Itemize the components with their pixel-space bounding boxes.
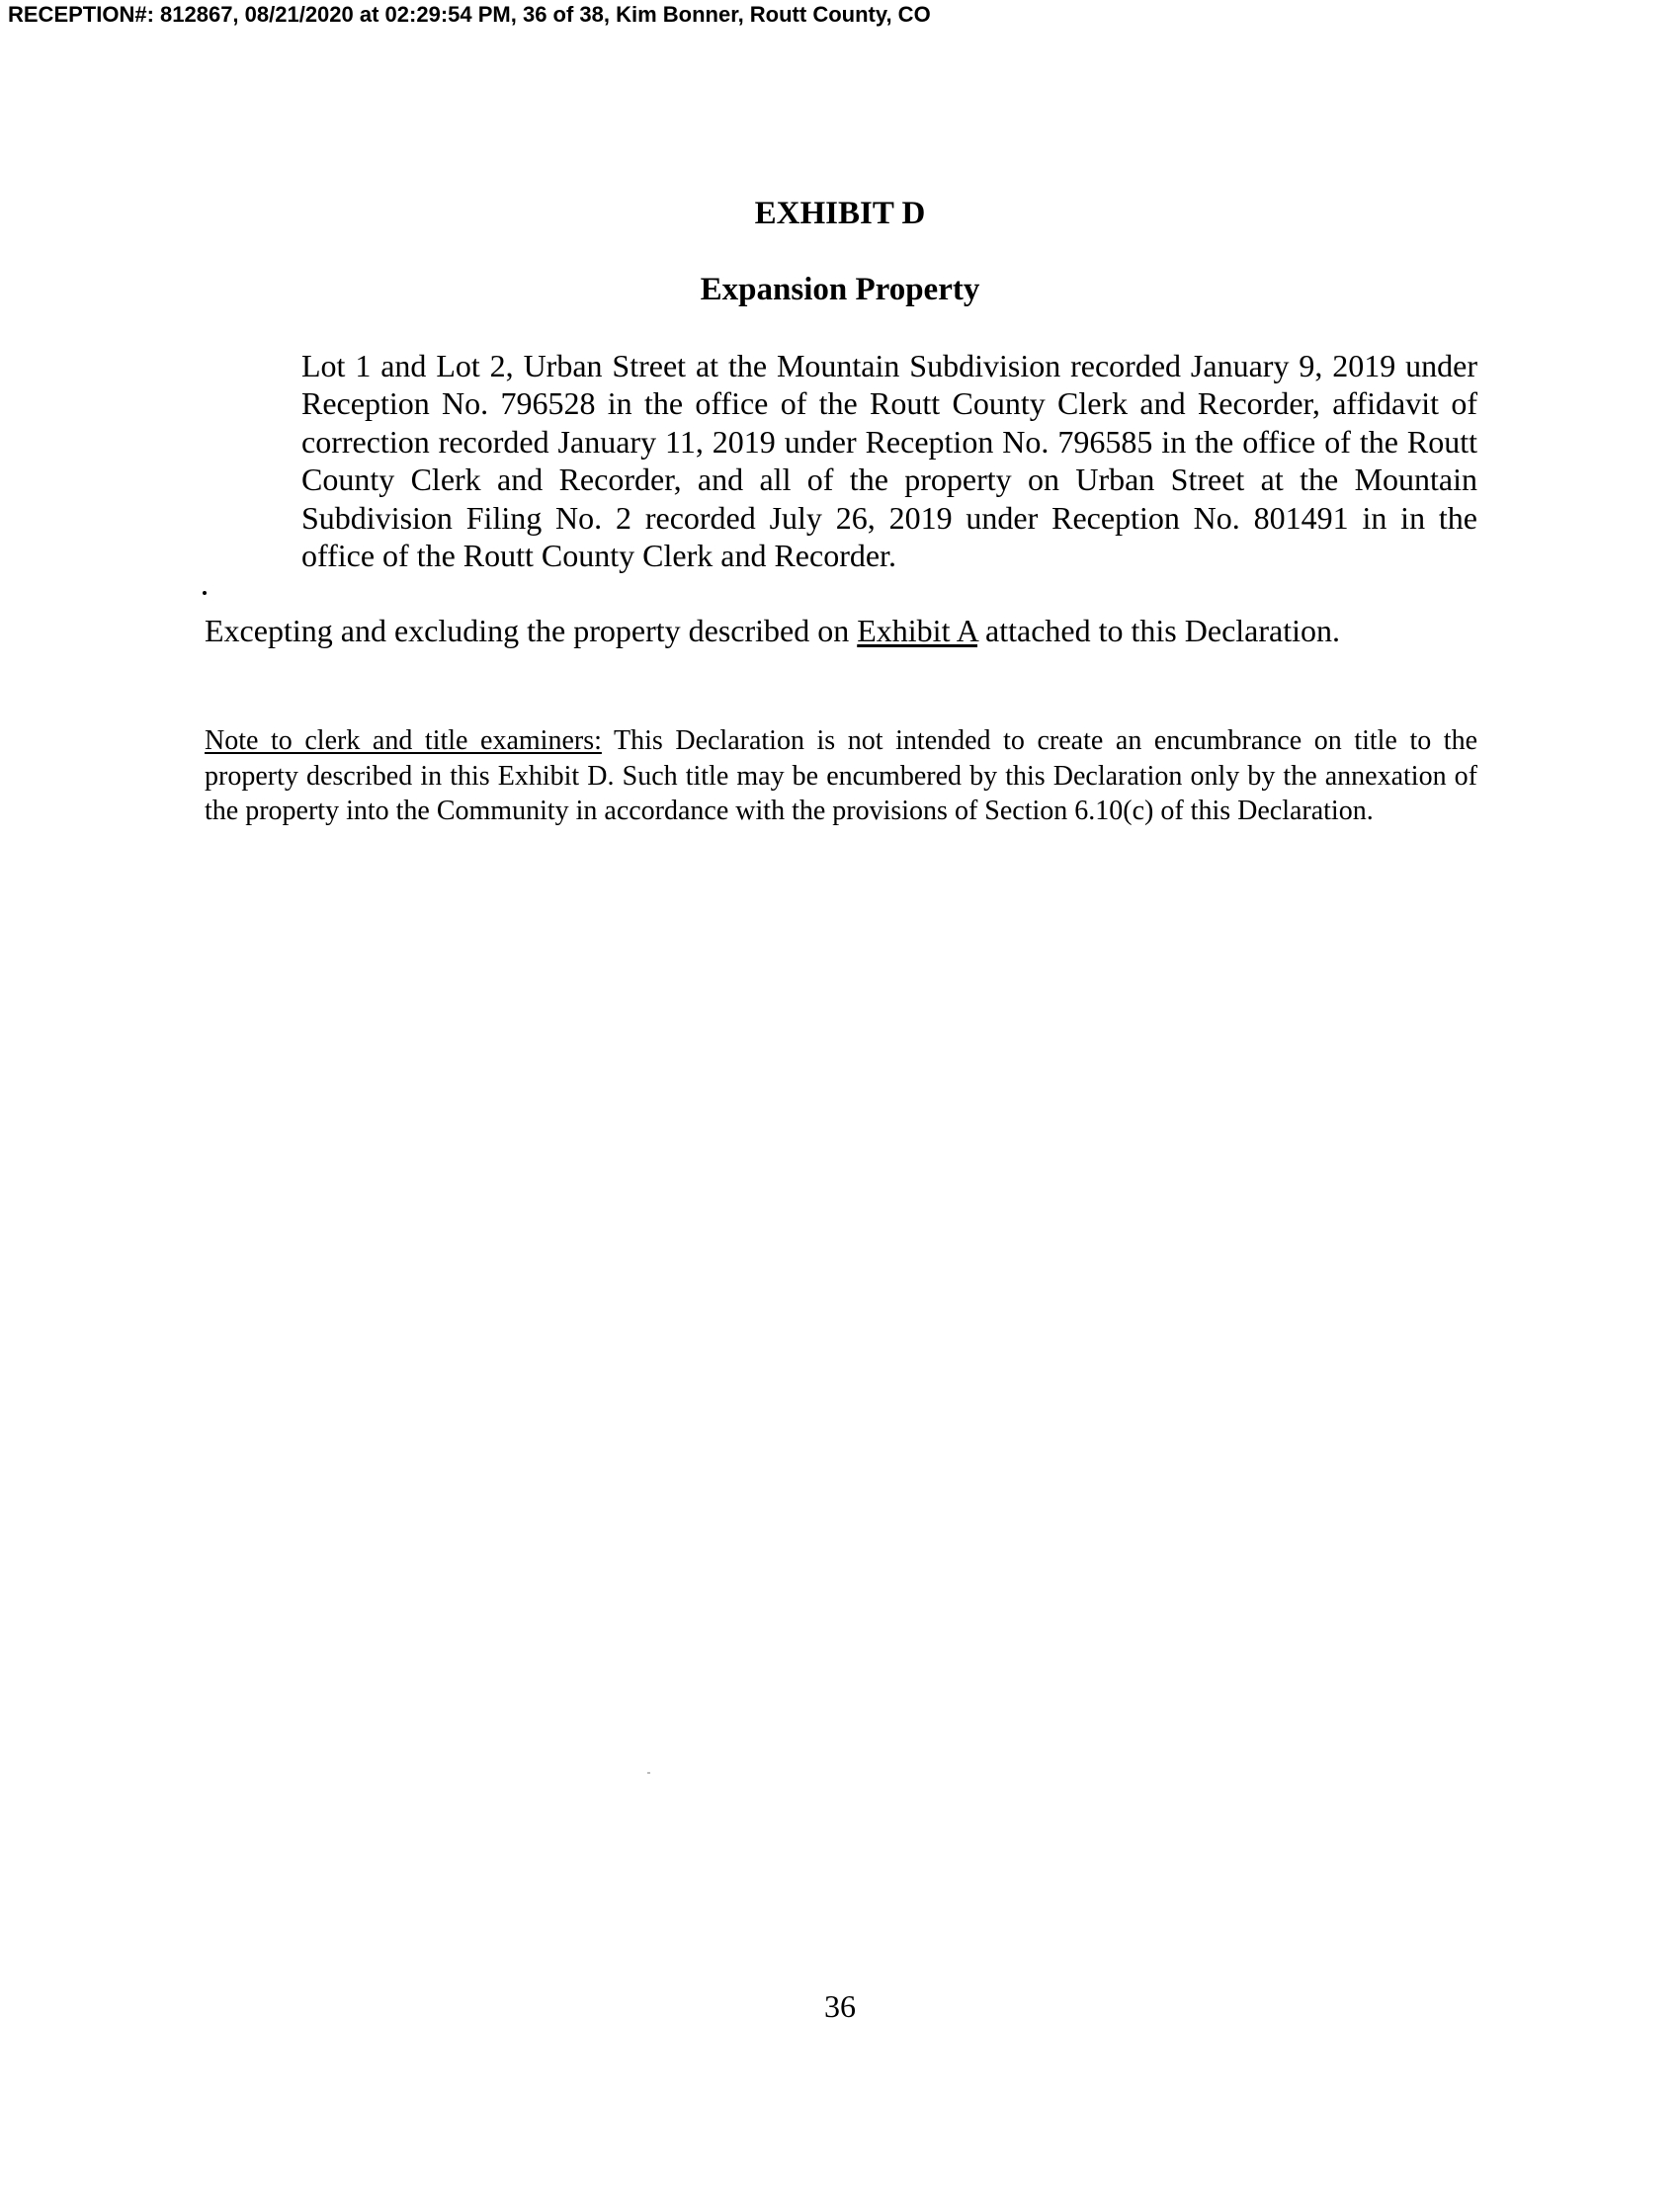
- exception-text-after: attached to this Declaration.: [977, 613, 1340, 648]
- note-text: This Declaration is not intended to create an encumbrance on title to the property described in this Exhibit D. Such title may be encumbered by this Declaration only by the annexation of the property into the Community in accordance with the provisions of Section 6.10(c) of this Declaration.: [205, 725, 1478, 826]
- exhibit-subtitle: Expansion Property: [700, 272, 980, 307]
- scan-speck: [647, 1772, 650, 1774]
- exception-paragraph: [205, 611, 1489, 650]
- legal-description: Lot 1 and Lot 2, Urban Street at the Mountain Subdivision recorded January 9, 2019 under Reception No. 796528 in the office of the Routt County Clerk and Recorder, affidavit of correction recorded January 11, 2019 under Reception No. 796585 in the office of the Routt County Clerk and Recorder, and all of the property on Urban Street at the Mountain Subdivision Filing No. 2 recorded July 26, 2019 under Reception No. 801491 in in the office of the Routt County Clerk and Recorder.: [301, 348, 1477, 574]
- note-paragraph: [205, 723, 1477, 829]
- page-number: 36: [824, 1988, 856, 2024]
- exhibit-a-reference: Exhibit A: [857, 613, 978, 648]
- note-label: Note to clerk and title examiners:: [205, 725, 602, 756]
- exhibit-title: EXHIBIT D: [754, 196, 926, 231]
- exception-text-before: Excepting and excluding the property described on: [205, 613, 858, 648]
- scan-speck: [203, 591, 207, 595]
- recording-stamp: RECEPTION#: 812867, 08/21/2020 at 02:29:54 PM, 36 of 38, Kim Bonner, Routt County, CO: [8, 2, 931, 27]
